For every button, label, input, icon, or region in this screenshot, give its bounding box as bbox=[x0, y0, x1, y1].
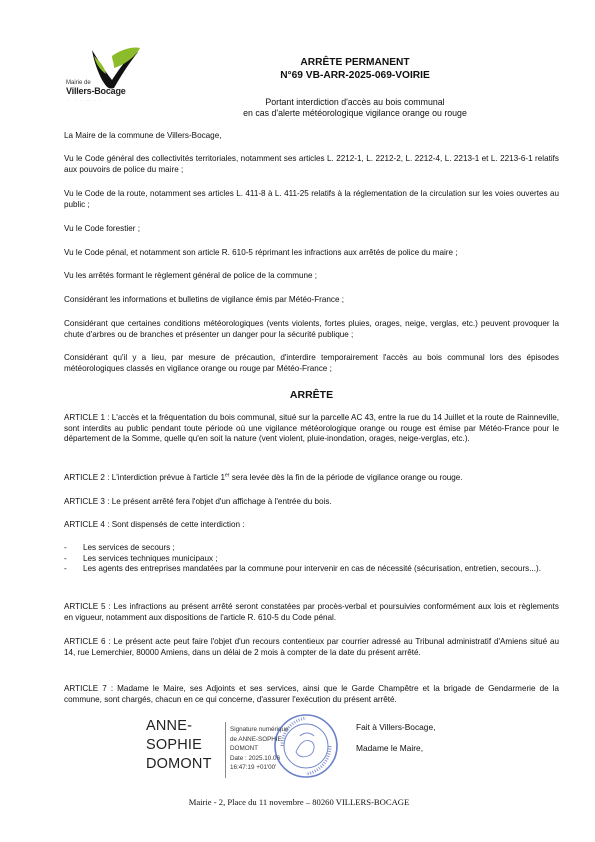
article-1: ARTICLE 1 : L'accès et la fréquentation du bois communal, situé sur la parcelle AC 43, entre la rue du 14 Juillet et la route de Rainneville, sont interdits au public pendant toute période où une vigilance météorologique orange ou rouge est émise par Météo-France pour le département de la Somme, quelle qu'en soit la nature (vent violent, pluie-inondation, orages, neige-verglas, etc.). bbox=[64, 413, 559, 444]
fait-a: Fait à Villers-Bocage, bbox=[356, 722, 436, 732]
list-item: - Les services de secours ; bbox=[64, 543, 559, 554]
logo-dots: · · · · · · bbox=[68, 98, 104, 103]
signature-details: Signature numérique de ANNE-SOPHIE DOMONT Date : 2025.10.06 16:47:19 +01'00' bbox=[230, 726, 289, 771]
article-6: ARTICLE 6 : Le présent acte peut faire l'objet d'un recours contentieux par courrier adressé au Tribunal administratif d'Amiens situé au 14, rue Lemerchier, 80000 Amiens, dans un délai de 2 mois à compter de la date du présent arrêté. bbox=[64, 637, 559, 657]
article-4-list bbox=[64, 543, 559, 575]
article-4: ARTICLE 4 : Sont dispensés de cette interdiction : bbox=[64, 520, 245, 529]
mairie-stamp-icon bbox=[272, 712, 340, 780]
document-subtitle-2: en cas d'alerte météorologique vigilance orange ou rouge bbox=[243, 108, 467, 118]
logo-text-town: Villers-Bocage bbox=[66, 86, 126, 96]
article-3: ARTICLE 3 : Le présent arrêté fera l'objet d'un affichage à l'entrée du bois. bbox=[64, 497, 332, 506]
maire-title: Madame le Maire, bbox=[356, 743, 424, 753]
preamble-vu-arretes: Vu les arrêtés formant le règlement général de police de la commune ; bbox=[64, 271, 318, 280]
logo-text-mairie: Mairie de bbox=[66, 80, 91, 86]
preamble-considerant-precaution: Considérant qu'il y a lieu, par mesure de précaution, d'interdire temporairement l'accès au bois communal lors des épisodes météorologiques classés en vigilance orange ou rouge par Météo-France ; bbox=[64, 353, 559, 373]
signature-name: ANNE- SOPHIE DOMONT bbox=[146, 718, 212, 772]
preamble-vu-code-penal: Vu le Code pénal, et notamment son article R. 610-5 réprimant les infractions aux arrêtés de police du maire ; bbox=[64, 248, 458, 257]
list-item: - Les agents des entreprises mandatées par la commune pour intervenir en cas de nécessité (sécurisation, entretien, secours...). bbox=[64, 564, 559, 575]
list-item: - Les services techniques municipaux ; bbox=[64, 554, 559, 565]
preamble-considerant-conditions: Considérant que certaines conditions météorologiques (vents violents, fortes pluies, orages, neige, verglas, etc.) peuvent provoquer la chute d'arbres ou de branches et présenter un danger pour la sécurité publique ; bbox=[64, 319, 559, 339]
article-7: ARTICLE 7 : Madame le Maire, ses Adjoints et ses services, ainsi que le Garde Champêtre et la brigade de Gendarmerie de la commune, sont chargés, chacun en ce qui concerne, d'assurer l'exécution du présent arrêté. bbox=[64, 684, 559, 704]
article-5: ARTICLE 5 : Les infractions au présent arrêté seront constatées par procès-verbal et poursuivies conformément aux lois et règlements en vigueur, notamment aux dispositions de l'article R. 610-5 du Code pénal. bbox=[64, 602, 559, 622]
preamble-considerant-bulletins: Considérant les informations et bulletins de vigilance émis par Météo-France ; bbox=[64, 295, 344, 304]
preamble-intro: La Maire de la commune de Villers-Bocage, bbox=[64, 131, 222, 140]
signature-divider bbox=[225, 722, 226, 778]
document-subtitle-1: Portant interdiction d'accès au bois communal bbox=[265, 97, 445, 107]
preamble-vu-code-forestier: Vu le Code forestier ; bbox=[64, 224, 141, 233]
arrete-heading: ARRÊTE bbox=[289, 389, 334, 401]
document-number: N°69 VB-ARR-2025-069-VOIRIE bbox=[280, 70, 430, 81]
document-title: ARRÊTE PERMANENT bbox=[300, 57, 410, 68]
preamble-vu-code-route: Vu le Code de la route, notamment ses articles L. 411-8 à L. 411-25 relatifs à la réglementation de la circulation sur les voies ouvertes au public ; bbox=[64, 189, 559, 209]
preamble-vu-cgct: Vu le Code général des collectivités territoriales, notamment ses articles L. 2212-1, L. 2212-2, L. 2212-4, L. 2213-1 et L. 2213-6-1 relatifs aux pouvoirs de police du maire ; bbox=[64, 154, 559, 174]
footer-address: Mairie - 2, Place du 11 novembre – 80260 VILLERS-BOCAGE bbox=[188, 797, 410, 807]
article-2: ARTICLE 2 : L'interdiction prévue à l'article 1er sera levée dès la fin de la période de vigilance orange ou rouge. bbox=[64, 472, 463, 482]
